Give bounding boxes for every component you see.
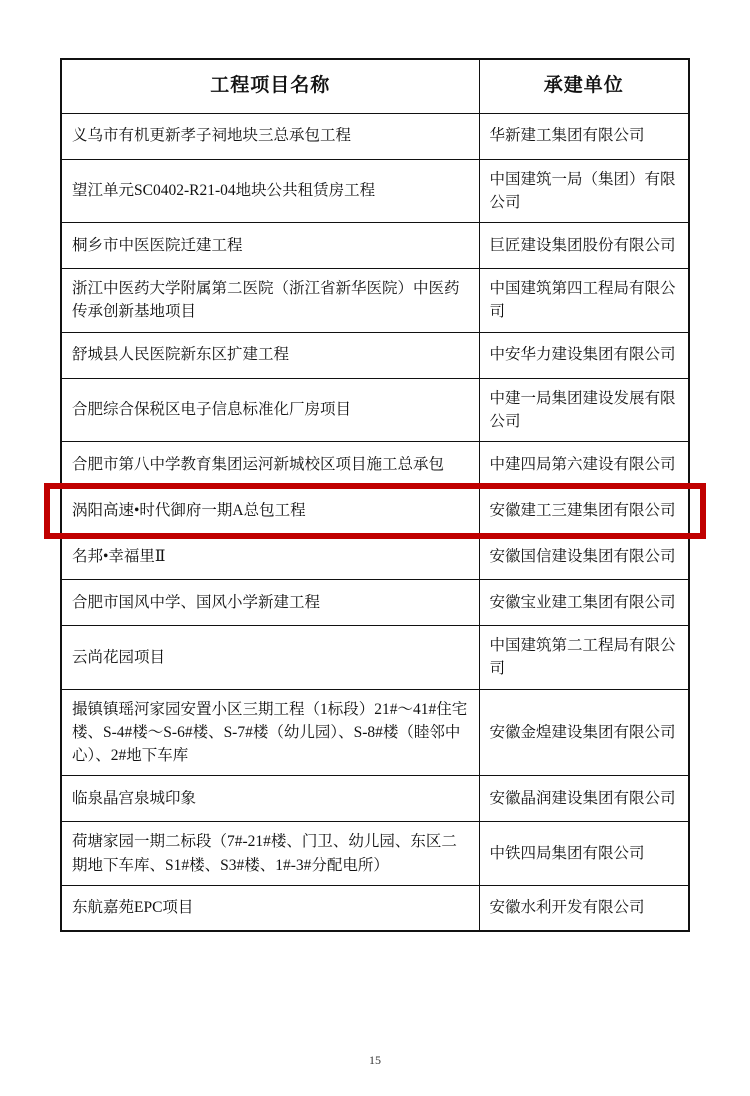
cell-project-name: 东航嘉苑EPC项目 bbox=[61, 885, 479, 931]
cell-project-name: 望江单元SC0402-R21-04地块公共租赁房工程 bbox=[61, 159, 479, 223]
cell-project-name: 合肥市第八中学教育集团运河新城校区项目施工总承包 bbox=[61, 442, 479, 488]
table-header-row bbox=[61, 59, 689, 113]
projects-table bbox=[60, 58, 690, 932]
table-header bbox=[61, 59, 689, 113]
cell-contractor: 中国建筑一局（集团）有限公司 bbox=[479, 159, 689, 223]
cell-contractor: 华新建工集团有限公司 bbox=[479, 113, 689, 159]
cell-contractor: 中建四局第六建设有限公司 bbox=[479, 442, 689, 488]
cell-contractor: 中国建筑第二工程局有限公司 bbox=[479, 626, 689, 690]
cell-contractor: 安徽国信建设集团有限公司 bbox=[479, 534, 689, 580]
page-number: 15 bbox=[369, 1053, 381, 1067]
cell-contractor: 中安华力建设集团有限公司 bbox=[479, 332, 689, 378]
table-row bbox=[61, 488, 689, 534]
table-row bbox=[61, 534, 689, 580]
cell-project-name: 合肥综合保税区电子信息标准化厂房项目 bbox=[61, 378, 479, 442]
cell-project-name: 义乌市有机更新孝子祠地块三总承包工程 bbox=[61, 113, 479, 159]
table-row bbox=[61, 442, 689, 488]
cell-contractor: 安徽金煌建设集团有限公司 bbox=[479, 689, 689, 776]
cell-contractor: 安徽宝业建工集团有限公司 bbox=[479, 580, 689, 626]
cell-contractor: 安徽建工三建集团有限公司 bbox=[479, 488, 689, 534]
table-row bbox=[61, 626, 689, 690]
column-header-contractor: 承建单位 bbox=[479, 59, 689, 113]
table-row bbox=[61, 885, 689, 931]
table-row bbox=[61, 269, 689, 333]
cell-project-name: 舒城县人民医院新东区扩建工程 bbox=[61, 332, 479, 378]
cell-contractor: 中国建筑第四工程局有限公司 bbox=[479, 269, 689, 333]
table-row bbox=[61, 113, 689, 159]
table-row bbox=[61, 332, 689, 378]
cell-contractor: 安徽晶润建设集团有限公司 bbox=[479, 776, 689, 822]
table-row bbox=[61, 580, 689, 626]
cell-project-name: 涡阳高速•时代御府一期A总包工程 bbox=[61, 488, 479, 534]
table-row bbox=[61, 822, 689, 886]
table-row bbox=[61, 776, 689, 822]
cell-project-name: 浙江中医药大学附属第二医院（浙江省新华医院）中医药传承创新基地项目 bbox=[61, 269, 479, 333]
cell-project-name: 桐乡市中医医院迁建工程 bbox=[61, 223, 479, 269]
table-row bbox=[61, 689, 689, 776]
table-body bbox=[61, 113, 689, 931]
cell-contractor: 安徽水利开发有限公司 bbox=[479, 885, 689, 931]
cell-project-name: 云尚花园项目 bbox=[61, 626, 479, 690]
cell-contractor: 中铁四局集团有限公司 bbox=[479, 822, 689, 886]
cell-contractor: 巨匠建设集团股份有限公司 bbox=[479, 223, 689, 269]
table-row bbox=[61, 378, 689, 442]
column-header-project-name: 工程项目名称 bbox=[61, 59, 479, 113]
table-row bbox=[61, 159, 689, 223]
cell-project-name: 名邦•幸福里Ⅱ bbox=[61, 534, 479, 580]
table-row bbox=[61, 223, 689, 269]
cell-contractor: 中建一局集团建设发展有限公司 bbox=[479, 378, 689, 442]
cell-project-name: 荷塘家园一期二标段（7#-21#楼、门卫、幼儿园、东区二期地下车库、S1#楼、S3#楼、1#-3#分配电所） bbox=[61, 822, 479, 886]
cell-project-name: 合肥市国风中学、国风小学新建工程 bbox=[61, 580, 479, 626]
cell-project-name: 撮镇镇瑶河家园安置小区三期工程（1标段）21#～41#住宅楼、S-4#楼～S-6#楼、S-7#楼（幼儿园）、S-8#楼（睦邻中心）、2#地下车库 bbox=[61, 689, 479, 776]
cell-project-name: 临泉晶宫泉城印象 bbox=[61, 776, 479, 822]
